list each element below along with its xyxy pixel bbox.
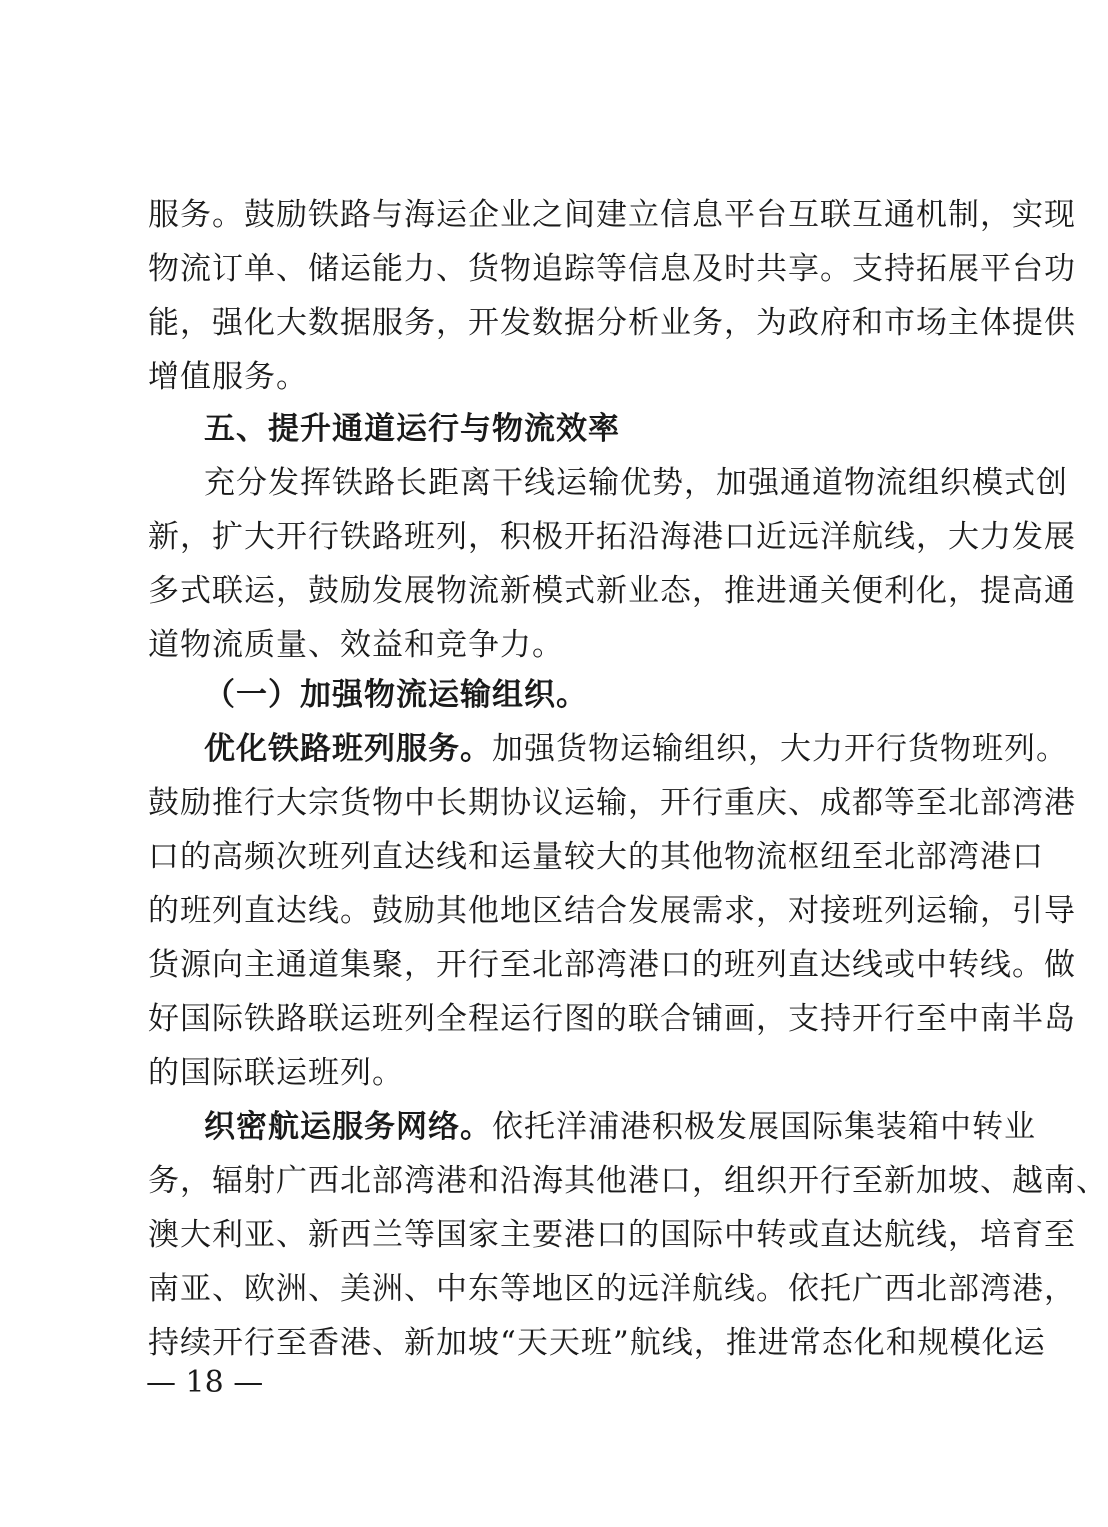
body-line: 的国际联运班列。 — [148, 1055, 404, 1091]
paragraph-lead: 优化铁路班列服务。 — [204, 731, 492, 767]
body-line: 增值服务。 — [148, 359, 308, 395]
subsection-heading: （一）加强物流运输组织。 — [204, 677, 588, 713]
body-line: 鼓励推行大宗货物中长期协议运输，开行重庆、成都等至北部湾港 — [148, 785, 1076, 821]
body-line: 货源向主通道集聚，开行至北部湾港口的班列直达线或中转线。做 — [148, 947, 1076, 983]
paragraph-lead: 织密航运服务网络。 — [204, 1109, 492, 1145]
body-line: 好国际铁路联运班列全程运行图的联合铺画，支持开行至中南半岛 — [148, 1001, 1076, 1037]
body-line: 道物流质量、效益和竞争力。 — [148, 627, 564, 663]
body-line: 物流订单、储运能力、货物追踪等信息及时共享。支持拓展平台功 — [148, 251, 1076, 287]
body-line: 能，强化大数据服务，开发数据分析业务，为政府和市场主体提供 — [148, 305, 1076, 341]
body-line: 持续开行至香港、新加坡“天天班”航线，推进常态化和规模化运 — [148, 1325, 1046, 1361]
body-line: 的班列直达线。鼓励其他地区结合发展需求，对接班列运输，引导 — [148, 893, 1076, 929]
body-line: 务，辐射广西北部湾港和沿海其他港口，组织开行至新加坡、越南、 — [148, 1163, 1108, 1199]
body-line: 口的高频次班列直达线和运量较大的其他物流枢纽至北部湾港口 — [148, 839, 1044, 875]
paragraph-text: 依托洋浦港积极发展国际集装箱中转业 — [492, 1109, 1036, 1145]
body-line — [204, 722, 1068, 776]
body-line — [204, 1100, 1036, 1154]
body-line: 充分发挥铁路长距离干线运输优势，加强通道物流组织模式创 — [204, 465, 1068, 501]
page-number: — 18 — — [146, 1365, 264, 1400]
paragraph-text: 加强货物运输组织，大力开行货物班列。 — [492, 731, 1068, 767]
body-line: 南亚、欧洲、美洲、中东等地区的远洋航线。依托广西北部湾港， — [148, 1271, 1076, 1307]
body-line: 服务。鼓励铁路与海运企业之间建立信息平台互联互通机制，实现 — [148, 197, 1076, 233]
body-line: 澳大利亚、新西兰等国家主要港口的国际中转或直达航线，培育至 — [148, 1217, 1076, 1253]
section-heading: 五、提升通道运行与物流效率 — [204, 411, 620, 447]
body-line: 新，扩大开行铁路班列，积极开拓沿海港口近远洋航线，大力发展 — [148, 519, 1076, 555]
body-line: 多式联运，鼓励发展物流新模式新业态，推进通关便利化，提高通 — [148, 573, 1076, 609]
